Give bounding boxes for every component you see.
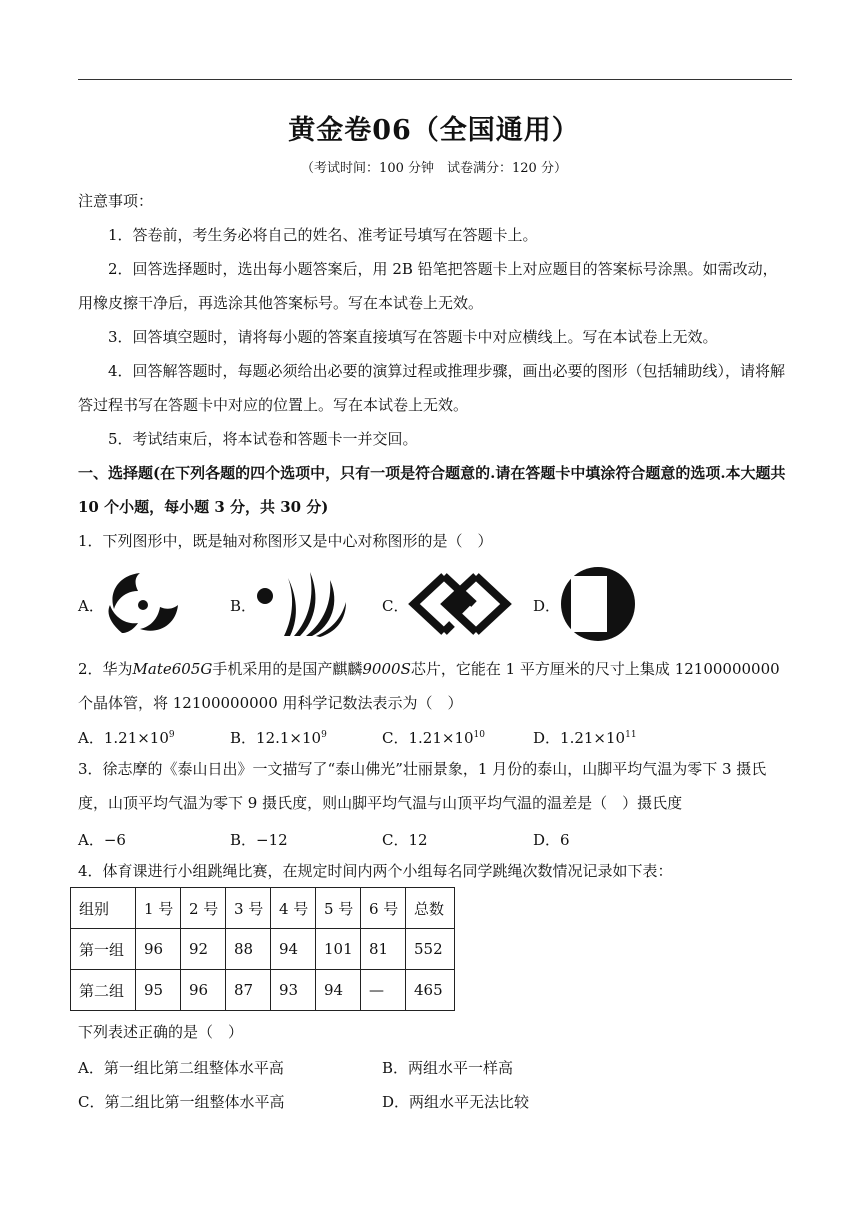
q1-option-c: C． [382,597,409,615]
notice-item-3: 3．回答填空题时，请将每小题的答案直接填写在答题卡中对应横线上。写在本试卷上无效。 [108,328,718,346]
table-cell: 96 [181,970,226,1011]
table-header-cell: 组别 [71,888,136,929]
table-cell: 87 [226,970,271,1011]
jump-rope-table [70,887,455,1011]
table-cell: 88 [226,929,271,970]
q2-option-c-exp: 10 [473,730,485,740]
q2-option-a-exp: 9 [168,730,175,740]
q1-option-a: A． [78,597,104,615]
notice-item-5: 5．考试结束后，将本试卷和答题卡一并交回。 [108,430,418,448]
q3-stem: 3．徐志摩的《泰山日出》一文描写了“泰山佛光”壮丽景象，1 月份的泰山，山脚平均气温为零下 3 摄氏度，山顶平均气温为零下 9 摄氏度，则山脚平均气温与山顶平均气温的温差是（ ）摄氏度 [78,760,767,812]
table-header-cell: 3 号 [226,888,271,929]
table-cell: 94 [271,929,316,970]
q2-option-d [533,727,637,748]
table-header-row [71,888,455,929]
swirl-figure-icon [104,569,182,639]
q2-model: Mate605G [132,660,213,678]
q4-question: 下列表述正确的是（ ） [78,1023,244,1041]
table-cell: 465 [406,970,455,1011]
table-header-cell: 4 号 [271,888,316,929]
q3-option-c: C．12 [382,831,428,849]
q4-option-a: A．第一组比第二组整体水平高 [78,1059,284,1077]
table-cell: 92 [181,929,226,970]
q3-option-b: B．−12 [230,831,288,849]
q2-option-d-exp: 11 [625,730,637,740]
q2-stem-pre: 2．华为 [78,660,133,678]
table-header-cell: 5 号 [316,888,361,929]
q2-option-c-label: C． [382,729,409,747]
table-header-cell: 6 号 [361,888,406,929]
q2-option-a-mantissa: 1.21×10 [103,729,169,747]
q1-option-d: D． [533,597,561,615]
notice-item-1: 1．答卷前，考生务必将自己的姓名、准考证号填写在答题卡上。 [108,226,538,244]
q2-option-a [78,727,175,748]
circle-square-figure-icon [560,566,636,642]
table-cell: 81 [361,929,406,970]
table-header-cell: 总数 [406,888,455,929]
q2-option-d-label: D． [533,729,561,747]
q2-option-b-exp: 9 [321,730,327,740]
q3-option-a: A．−6 [78,831,126,849]
q1-option-b: B． [230,597,257,615]
q2-option-b-mantissa: 12.1×10 [256,729,322,747]
q2-stem-mid: 手机采用的是国产麒麟 [212,660,363,678]
exam-subtitle: （考试时间：100 分钟 试卷满分：120 分） [301,161,567,176]
q4-option-c: C．第二组比第一组整体水平高 [78,1093,285,1111]
table-cell: — [361,970,406,1011]
notice-heading: 注意事项： [78,192,154,210]
q3-option-d: D．6 [533,831,570,849]
table-cell: 101 [316,929,361,970]
table-header-cell: 1 号 [136,888,181,929]
q2-option-b [230,727,327,748]
table-cell: 96 [136,929,181,970]
table-cell: 93 [271,970,316,1011]
q2-option-c-mantissa: 1.21×10 [408,729,474,747]
double-diamond-figure-icon [408,570,512,638]
table-cell: 94 [316,970,361,1011]
table-row [71,970,455,1011]
q2-chip: 9000S [362,660,411,678]
table-cell: 第二组 [71,970,136,1011]
q2-option-c [382,727,485,748]
q1-stem: 1．下列图形中，既是轴对称图形又是中心对称图形的是（ ） [78,532,493,550]
table-cell: 第一组 [71,929,136,970]
exam-title: 黄金卷06（全国通用） [288,115,580,146]
table-cell: 95 [136,970,181,1011]
q4-option-b: B．两组水平一样高 [382,1059,514,1077]
q4-stem: 4．体育课进行小组跳绳比赛，在规定时间内两个小组每名同学跳绳次数情况记录如下表： [78,862,673,880]
header-rule [78,79,792,80]
q2-option-a-label: A． [78,729,104,747]
q2-stem [78,652,792,720]
q4-option-d: D．两组水平无法比较 [382,1093,530,1111]
section-heading: 一、选择题(在下列各题的四个选项中，只有一项是符合题意的.请在答题卡中填涂符合题意的选项.本大题共 10 个小题，每小题 3 分，共 30 分) [78,464,786,516]
q2-option-b-label: B． [230,729,257,747]
table-row [71,929,455,970]
table-cell: 552 [406,929,455,970]
table-header-cell: 2 号 [181,888,226,929]
q2-stem-post: 芯片，它能在 1 平方厘米的尺寸上集成 12100000000 个晶体管，将 12100000000 用科学记数法表示为（ ） [78,660,780,712]
flame-figure-icon [254,566,348,640]
notice-item-2: 2．回答选择题时，选出每小题答案后，用 2B 铅笔把答题卡上对应题目的答案标号涂黑。如需改动，用橡皮擦干净后，再选涂其他答案标号。写在本试卷上无效。 [78,260,778,312]
notice-item-4: 4．回答解答题时，每题必须给出必要的演算过程或推理步骤，画出必要的图形（包括辅助线），请将解答过程书写在答题卡中对应的位置上。写在本试卷上无效。 [78,362,786,414]
q2-option-d-mantissa: 1.21×10 [560,729,626,747]
